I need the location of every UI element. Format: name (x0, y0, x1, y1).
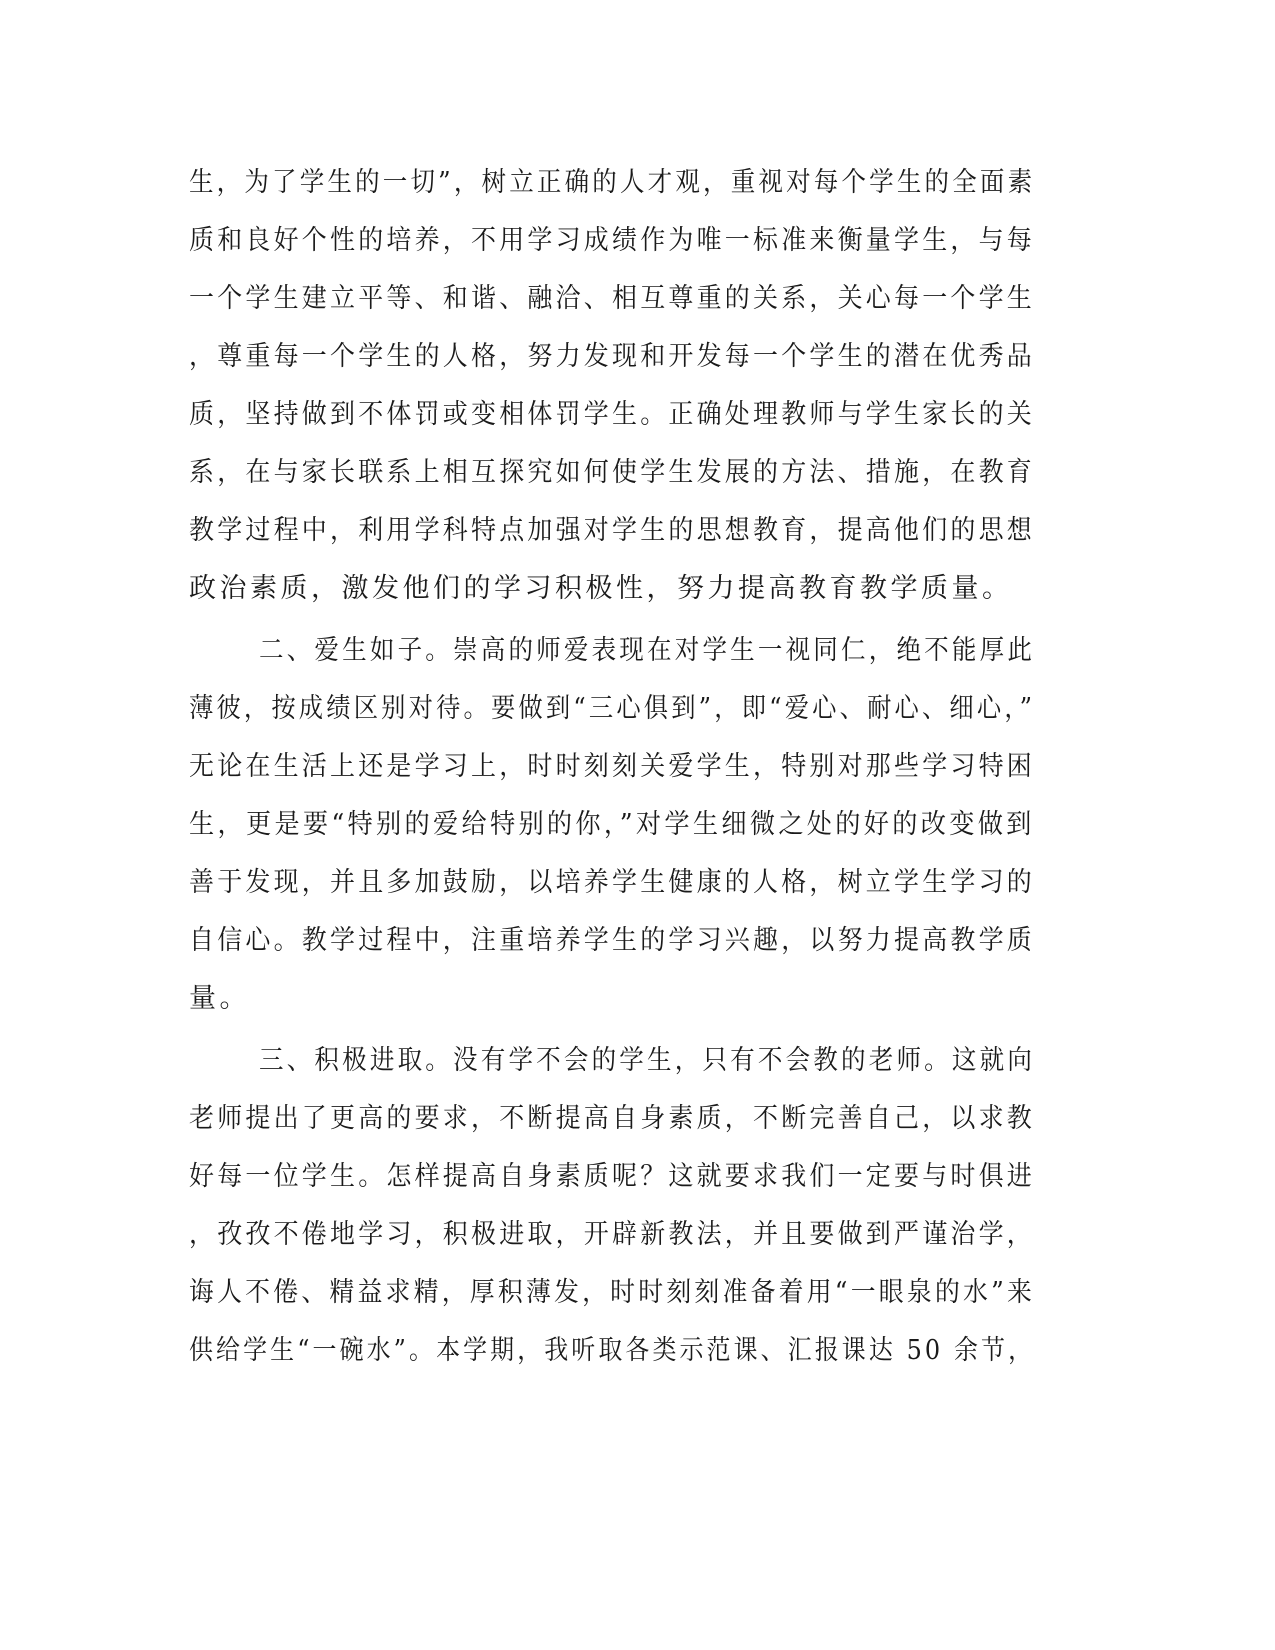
text-line: 无论在生活上还是学习上，时时刻刻关爱学生，特别对那些学习特困 (189, 751, 1036, 782)
text-line: 善于发现，并且多加鼓励，以培养学生健康的人格，树立学生学习的 (189, 867, 1036, 898)
text-line: 好每一位学生。怎样提高自身素质呢？这就要求我们一定要与时俱进 (189, 1161, 1036, 1192)
paragraph-start-line: 二、爱生如子。崇高的师爱表现在对学生一视同仁，绝不能厚此 (259, 635, 1036, 666)
text-line: 一个学生建立平等、和谐、融洽、相互尊重的关系，关心每一个学生 (189, 283, 1036, 314)
paragraph-start-line: 三、积极进取。没有学不会的学生，只有不会教的老师。这就向 (259, 1045, 1036, 1076)
text-line: 量。 (189, 983, 250, 1014)
text-line: 生，为了学生的一切”，树立正确的人才观，重视对每个学生的全面素 (189, 167, 1036, 198)
text-line: 薄彼，按成绩区别对待。要做到“三心俱到”，即“爱心、耐心、细心，” (189, 693, 1036, 724)
text-line: 教学过程中，利用学科特点加强对学生的思想教育，提高他们的思想 (189, 515, 1036, 546)
text-line: 供给学生“一碗水”。本学期，我听取各类示范课、汇报课达 50 余节， (189, 1335, 1036, 1366)
text-line: 诲人不倦、精益求精，厚积薄发，时时刻刻准备着用“一眼泉的水”来 (189, 1277, 1036, 1308)
text-line: 政治素质，激发他们的学习积极性，努力提高教育教学质量。 (189, 573, 1013, 604)
text-line: 老师提出了更高的要求，不断提高自身素质，不断完善自己，以求教 (189, 1103, 1036, 1134)
text-line: 生，更是要“特别的爱给特别的你，”对学生细微之处的好的改变做到 (189, 809, 1035, 840)
text-line: 质，坚持做到不体罚或变相体罚学生。正确处理教师与学生家长的关 (189, 399, 1036, 430)
text-line: ，尊重每一个学生的人格，努力发现和开发每一个学生的潜在优秀品 (189, 341, 1036, 372)
text-line: 质和良好个性的培养，不用学习成绩作为唯一标准来衡量学生，与每 (189, 225, 1036, 256)
text-line: 自信心。教学过程中，注重培养学生的学习兴趣，以努力提高教学质 (189, 925, 1036, 956)
text-line: ，孜孜不倦地学习，积极进取，开辟新教法，并且要做到严谨治学， (189, 1219, 1036, 1250)
text-line: 系，在与家长联系上相互探究如何使学生发展的方法、措施，在教育 (189, 457, 1036, 488)
